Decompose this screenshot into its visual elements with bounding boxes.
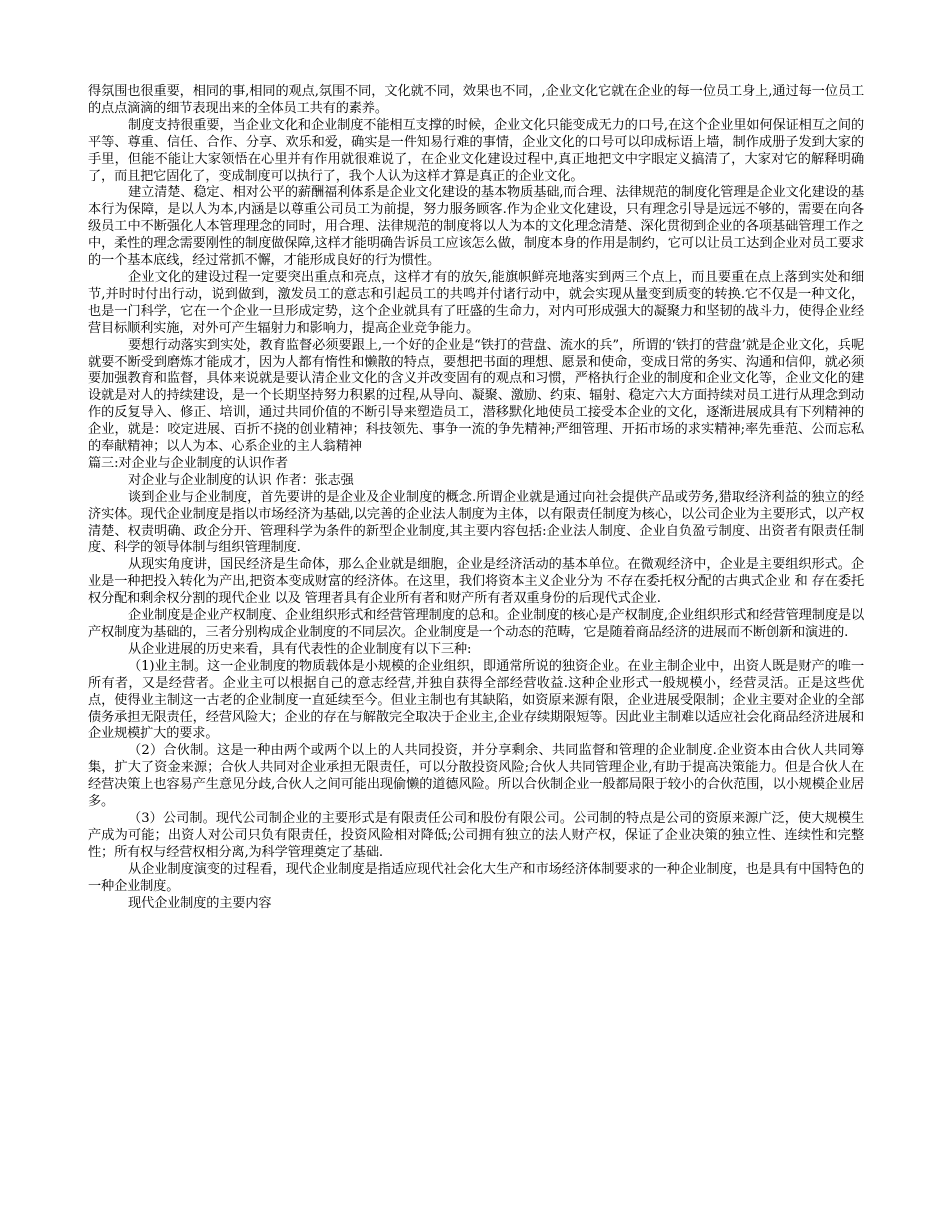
paragraph-2: 制度支持很重要，当企业文化和企业制度不能相互支撑的时候，企业文化只能变成无力的口号,在这个企业里如何保证相互之间的平等、尊重、信任、合作、分享、欢乐和爱，确实是一件知易行难的事情，企业文化的口号可以印成标语上墙，制作成册子发到大家的手里，但能不能让大家领悟在心里并有作用就很难说了，在企业文化建设过程中,真正地把文中字眼定义搞清了，大家对它的解释明确了，而且把它固化了，变成制度可以执行了，我个人认为这样才算是真正的企业文化。 [88,117,864,184]
paragraph-16: 现代企业制度的主要内容 [128,895,272,911]
paragraph-10: 企业制度是企业产权制度、企业组织形式和经营管理制度的总和。企业制度的核心是产权制度,企业组织形式和经营管理制度是以产权制度为基础的，三者分别构成企业制度的不同层次。企业制度是一个动态的范畴，它是随着商品经济的进展而不断创新和演进的. [88,608,864,640]
section-heading: 篇三:对企业与企业制度的认识作者 [88,455,288,471]
paragraph-8: 谈到企业与企业制度，首先要讲的是企业及企业制度的概念.所谓企业就是通过向社会提供产品或劳务,猎取经济利益的独立的经济实体。现代企业制度是指以市场经济为基础,以完善的企业法人制度为主体，以有限责任制度为核心，以公司企业为主要形式，以产权清楚、权责明确、政企分开、管理科学为条件的新型企业制度,其主要内容包括:企业法人制度、企业自负盈亏制度、出资者有限责任制度、科学的领导体制与组织管理制度. [88,489,864,556]
paragraph-12: （1)业主制。这一企业制度的物质载体是小规模的企业组织，即通常所说的独资企业。在业主制企业中，出资人既是财产的唯一所有者，又是经营者。企业主可以根据自己的意志经营,并独自获得全部经营收益.这种企业形式一般规模小，经营灵活。正是这些优点，使得业主制这一古老的企业制度一直延续至今。但业主制也有其缺陷，如资原来源有限，企业进展受限制；企业主要对企业的全部债务承担无限责任，经营风险大；企业的存在与解散完全取决于企业主,企业存续期限短等。因此业主制难以适应社会化商品经济进展和企业规模扩大的要求。 [88,658,864,742]
paragraph-15: 从企业制度演变的过程看，现代企业制度是指适应现代社会化大生产和市场经济体制要求的一种企业制度，也是具有中国特色的一种企业制度。 [88,861,864,894]
paragraph-11: 从企业进展的历史来看，具有代表性的企业制度有以下三种: [128,641,472,657]
paragraph-5: 要想行动落实到实处，教育监督必须要跟上,一个好的企业是“铁打的营盘、流水的兵”，所谓的‘铁打的营盘’就是企业文化，兵呢就要不断受到磨炼才能成才，因为人都有惰性和懒散的特点，要想把书面的理想、愿景和使命，变成日常的务实、沟通和信仰，就必须要加强教育和监督，具体来说就是要认清企业文化的含义并改变固有的观点和习惯，严格执行企业的制度和企业文化等，企业文化的建设就是对人的持续建设，是一个长期坚持努力积累的过程,从导向、凝聚、激励、约束、辐射、稳定六大方面持续对员工进行从理念到动作的反复导入、修正、培训，通过共同价值的不断引导来塑造员工，潜移默化地使员工接受本企业的文化，逐渐进展成具有下列精神的企业，就是：咬定进展、百折不挠的创业精神；科技领先、事争一流的争先精神;严细管理、开拓市场的求实精神;率先垂范、公而忘私的奉献精神；以人为本、心系企业的主人翁精神 [88,337,864,455]
article-title-author: 对企业与企业制度的认识 作者：张志强 [128,472,354,488]
paragraph-1: 得氛围也很重要，相同的事,相同的观点,氛围不同，文化就不同，效果也不同，,企业文化它就在企业的每一位员工身上,通过每一位员工的点点滴滴的细节表现出来的全体员工共有的素养。 [88,84,864,116]
paragraph-3: 建立清楚、稳定、相对公平的薪酬福利体系是企业文化建设的基本物质基础,而合理、法律规范的制度化管理是企业文化建设的基本行为保障，是以人为本,内涵是以尊重公司员工为前提，努力服务顾客.作为企业文化建设，只有理念引导是远远不够的，需要在向各级员工中不断强化人本管理理念的同时，用合理、法律规范的制度将以人为本的文化理念清楚、深化贯彻到企业的各项基础管理工作之中，柔性的理念需要刚性的制度做保障,这样才能明确告诉员工应该怎么做，制度本身的作用是制约，它可以让员工达到企业对员工要求的一个基本底线，经过常抓不懈，才能形成良好的行为惯性。 [88,185,864,269]
paragraph-14: （3）公司制。现代公司制企业的主要形式是有限责任公司和股份有限公司。公司制的特点是公司的资原来源广泛，使大规模生产成为可能；出资人对公司只负有限责任，投资风险相对降低;公司拥有独立的法人财产权，保证了企业决策的独立性、连续性和完整性；所有权与经营权相分离,为科学管理奠定了基础. [88,810,864,860]
paragraph-13: （2）合伙制。这是一种由两个或两个以上的人共同投资，并分享剩余、共同监督和管理的企业制度.企业资本由合伙人共同筹集，扩大了资金来源；合伙人共同对企业承担无限责任，可以分散投资风险;合伙人共同管理企业,有助于提高决策能力。但是合伙人在经营决策上也容易产生意见分歧,合伙人之间可能出现偷懒的道德风险。所以合伙制企业一般都局限于较小的合伙范围，以小规模企业居多。 [88,743,864,810]
paragraph-4: 企业文化的建设过程一定要突出重点和亮点，这样才有的放矢,能旗帜鲜亮地落实到两三个点上，而且要重在点上落到实处和细节,并时时付出行动，说到做到，激发员工的意志和引起员工的共鸣并付诸行动中，就会实现从量变到质变的转换.它不仅是一种文化，也是一门科学，它在一个企业一旦形成定势，这个企业就具有了旺盛的生命力，对内可形成强大的凝聚力和坚韧的战斗力，使得企业经营目标顺利实施，对外可产生辐射力和影响力，提高企业竞争能力。 [88,269,864,336]
document-page [88,84,864,912]
paragraph-9: 从现实角度讲，国民经济是生命体，那么企业就是细胞，企业是经济活动的基本单位。在微观经济中，企业是主要组织形式。企业是一种把投入转化为产出,把资本变成财富的经济体。在这里，我们将资本主义企业分为 不存在委托权分配的古典式企业 和 存在委托权分配和剩余权分割的现代企业 以及 管理者具有企业所有者和财产所有者双重身份的后现代式企业. [88,557,864,607]
